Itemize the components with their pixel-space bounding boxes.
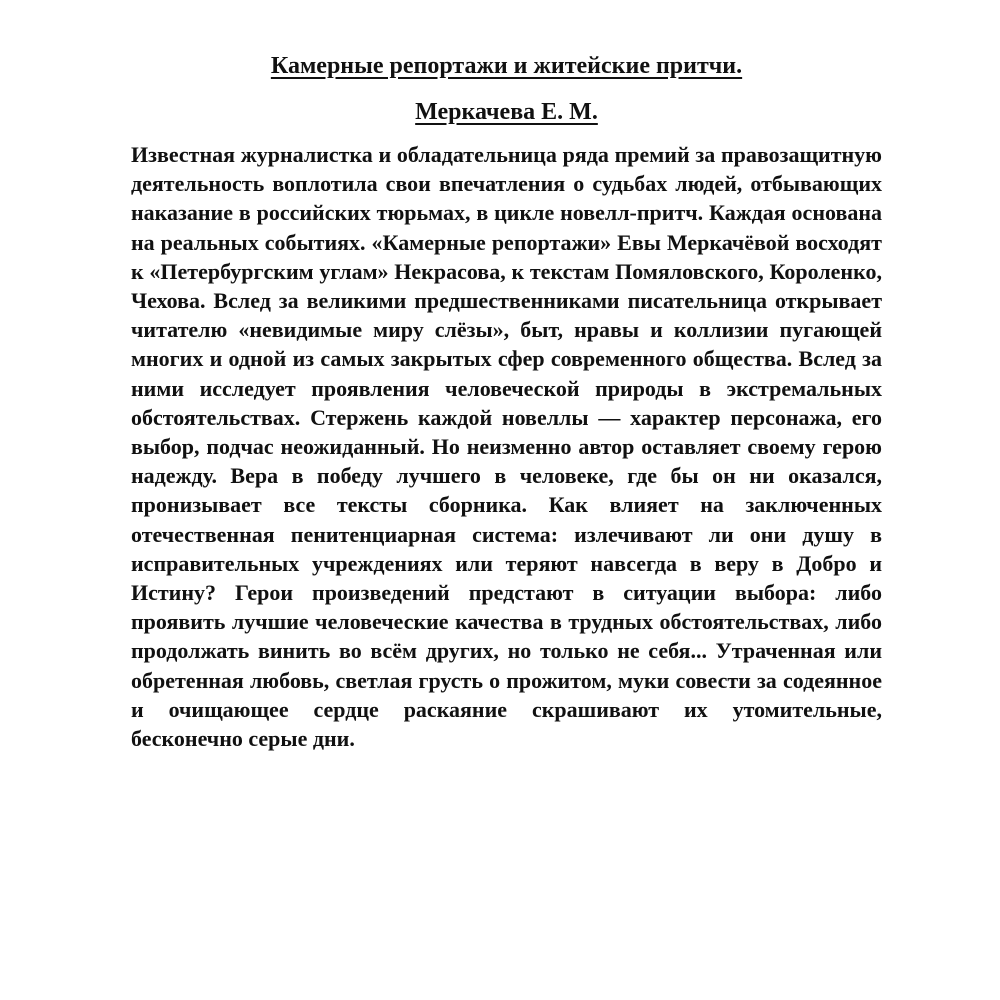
document-title: Камерные репортажи и житейские притчи. (270, 53, 743, 79)
document-author: Меркачева Е. М. (415, 99, 598, 125)
document-body-paragraph: Известная журналистка и обладательница ряда премий за правозащитную деятельность воплотила свои впечатления о судьбах людей, отбывающих наказание в российских тюрьмах, в цикле новелл-притч. Каждая основана на реальных событиях. «Камерные репортажи» Евы Меркачёвой восходят к «Петербургским углам» Некрасова, к текстам Помяловского, Короленко, Чехова. Вслед за великими предшественниками писательница открывает читателю «невидимые миру слёзы», быт, нравы и коллизии пугающей многих и одной из самых закрытых сфер современного общества. Вслед за ними исследует проявления человеческой природы в экстремальных обстоятельствах. Стержень каждой новеллы — характер персонажа, его выбор, подчас неожиданный. Но неизменно автор оставляет своему герою надежду. Вера в победу лучшего в человеке, где бы он ни оказался, пронизывает все тексты сборника. Как влияет на заключенных отечественная пенитенциарная система: излечивают ли они душу в исправительных учреждениях или теряют навсегда в веру в Добро и Истину? Герои произведений предстают в ситуации выбора: либо проявить лучшие человеческие качества в трудных обстоятельствах, либо продолжать винить во всём других, но только не себя... Утраченная или обретенная любовь, светлая грусть о прожитом, муки совести за содеянное и очищающее сердце раскаяние скрашивают их утомительные, бесконечно серые дни. (131, 142, 882, 752)
